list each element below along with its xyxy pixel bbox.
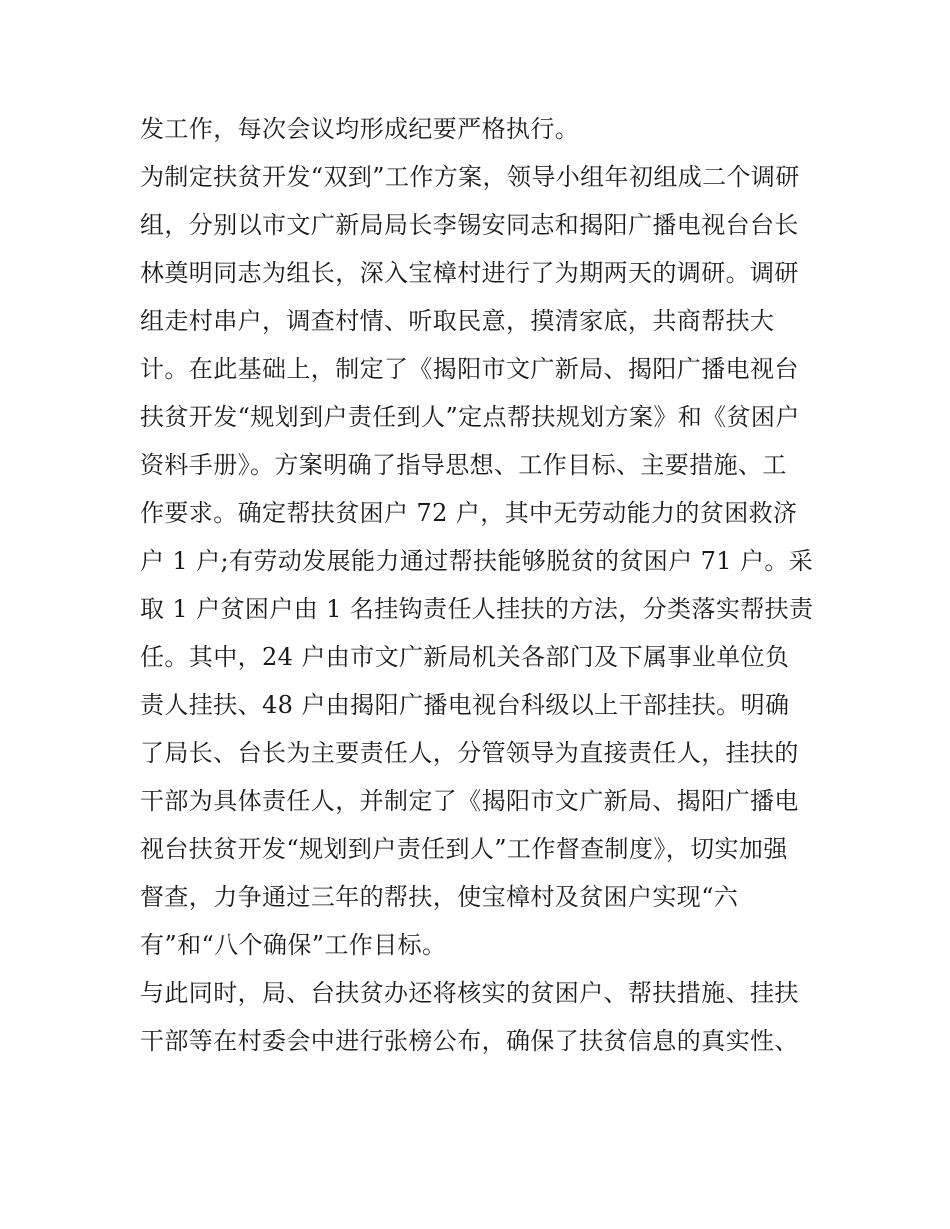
- text-line: 有”和“八个确保”工作目标。: [140, 931, 447, 959]
- text-line: 林奠明同志为组长，深入宝樟村进行了为期两天的调研。调研: [140, 259, 799, 287]
- text-line: 督查，力争通过三年的帮扶，使宝樟村及贫困户实现“六: [140, 883, 739, 911]
- text-line: 干部为具体责任人，并制定了《揭阳市文广新局、揭阳广播电: [140, 787, 799, 815]
- text-line: 户 1 户;有劳动发展能力通过帮扶能够脱贫的贫困户 71 户。采: [140, 547, 814, 575]
- text-line: 发工作，每次会议均形成纪要严格执行。: [140, 115, 580, 143]
- text-line: 组走村串户，调查村情、听取民意，摸清家底，共商帮扶大: [140, 307, 775, 335]
- text-line: 组，分别以市文广新局局长李锡安同志和揭阳广播电视台台长: [140, 211, 799, 239]
- text-line: 资料手册》。方案明确了指导思想、工作目标、主要措施、工: [140, 451, 787, 479]
- text-line: 计。在此基础上，制定了《揭阳市文广新局、揭阳广播电视台: [140, 355, 799, 383]
- text-line: 干部等在村委会中进行张榜公布，确保了扶贫信息的真实性、: [140, 1027, 799, 1055]
- text-line: 扶贫开发“规划到户责任到人”定点帮扶规划方案》和《贫困户: [140, 403, 800, 431]
- text-line: 任。其中，24 户由市文广新局机关各部门及下属事业单位负: [140, 643, 790, 671]
- text-line: 了局长、台长为主要责任人，分管领导为直接责任人，挂扶的: [140, 739, 799, 767]
- text-line: 与此同时，局、台扶贫办还将核实的贫困户、帮扶措施、挂扶: [140, 979, 799, 1007]
- text-line: 取 1 户贫困户由 1 名挂钩责任人挂扶的方法，分类落实帮扶责: [140, 595, 814, 623]
- text-line: 责人挂扶、48 户由揭阳广播电视台科级以上干部挂扶。明确: [140, 691, 790, 719]
- text-line: 视台扶贫开发“规划到户责任到人”工作督查制度》，切实加强: [140, 835, 788, 863]
- text-line: 为制定扶贫开发“双到”工作方案，领导小组年初组成二个调研: [140, 163, 800, 191]
- text-line: 作要求。确定帮扶贫困户 72 户，其中无劳动能力的贫困救济: [140, 499, 798, 527]
- document-body: [140, 105, 820, 1065]
